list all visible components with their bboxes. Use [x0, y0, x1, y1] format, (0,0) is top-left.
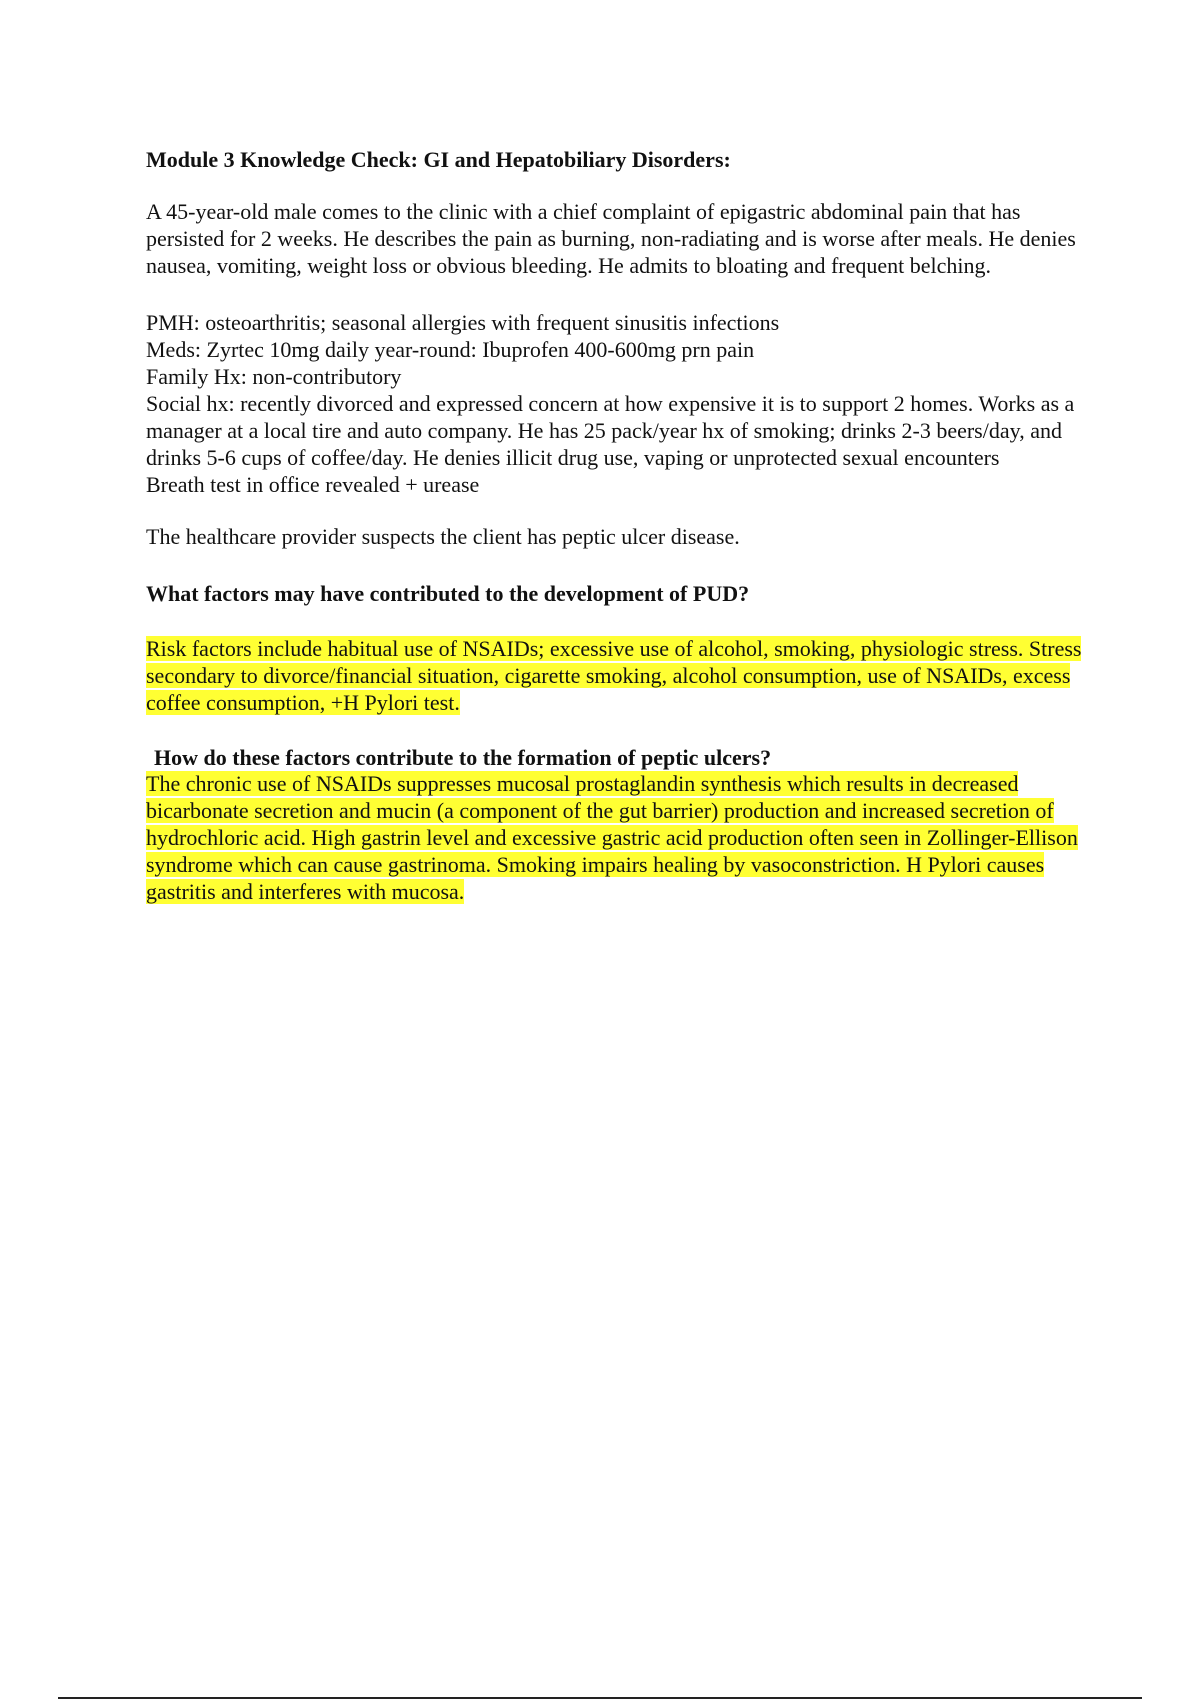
patient-history: [146, 309, 1096, 498]
document-title: Module 3 Knowledge Check: GI and Hepatobiliary Disorders:: [146, 147, 731, 172]
question-1: What factors may have contributed to the development of PUD?: [146, 581, 750, 606]
question-2: How do these factors contribute to the formation of peptic ulcers?: [154, 745, 772, 770]
provider-suspicion: The healthcare provider suspects the client has peptic ulcer disease.: [146, 524, 740, 549]
breath-test-line: Breath test in office revealed + urease: [146, 472, 480, 497]
meds-line: Meds: Zyrtec 10mg daily year-round: Ibuprofen 400-600mg prn pain: [146, 337, 755, 362]
pmh-line: PMH: osteoarthritis; seasonal allergies with frequent sinusitis infections: [146, 310, 780, 335]
answer-2-highlighted-text: The chronic use of NSAIDs suppresses mucosal prostaglandin synthesis which results in decreased bicarbonate secretion and mucin (a component of the gut barrier) production and increased secretion of hydrochloric acid. High gastrin level and excessive gastric acid production often seen in Zollinger-Ellison syndrome which can cause gastrinoma. Smoking impairs healing by vasoconstriction. H Pylori causes gastritis and interferes with mucosa.: [146, 771, 1078, 904]
answer-1: [146, 635, 1096, 716]
footer-divider: [58, 1697, 1142, 1699]
family-history-line: Family Hx: non-contributory: [146, 364, 402, 389]
answer-1-highlighted-text: Risk factors include habitual use of NSAIDs; excessive use of alcohol, smoking, physiologic stress. Stress secondary to divorce/financial situation, cigarette smoking, alcohol consumption, use of NSAIDs, excess coffee consumption, +H Pylori test.: [146, 636, 1082, 715]
social-history-line: Social hx: recently divorced and expressed concern at how expensive it is to support 2 homes. Works as a manager at a local tire and auto company. He has 25 pack/year hx of smoking; drinks 2-3 beers/day, and drinks 5-6 cups of coffee/day. He denies illicit drug use, vaping or unprotected sexual encounters: [146, 391, 1075, 470]
case-intro: A 45-year-old male comes to the clinic with a chief complaint of epigastric abdominal pain that has persisted for 2 weeks. He describes the pain as burning, non-radiating and is worse after meals. He denies nausea, vomiting, weight loss or obvious bleeding. He admits to bloating and frequent belching.: [146, 199, 1076, 278]
document-body: [146, 146, 1096, 935]
answer-2: [146, 770, 1096, 905]
